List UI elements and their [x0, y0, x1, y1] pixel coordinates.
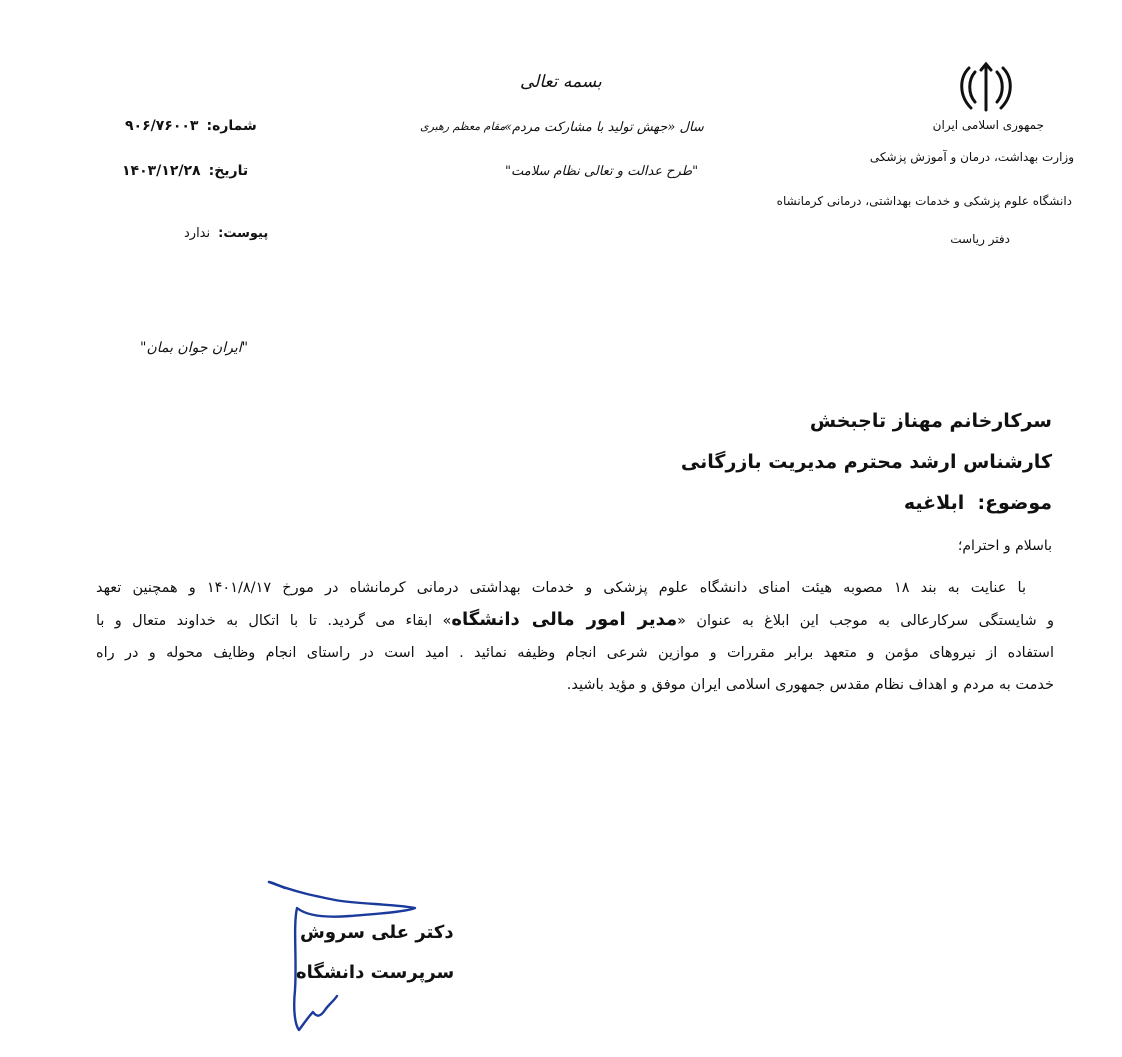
- org-ministry: وزارت بهداشت، درمان و آموزش پزشکی: [869, 150, 1074, 164]
- attachment-label: پیوست:: [218, 226, 269, 241]
- letter-date: [122, 163, 248, 179]
- body-line-3: استفاده از نیروهای مؤمن و متعهد برابر مقررات و موازین شرعی انجام وظیفه نمائید . امید است در راستای انجام وظایف محوله و در راه: [96, 645, 1054, 661]
- letter-attachment: [184, 226, 268, 241]
- subject-label: موضوع:: [977, 492, 1052, 514]
- addressee-title: کارشناس ارشد محترم مدیریت بازرگانی: [680, 451, 1052, 473]
- signer-name: دکتر علی سروش: [300, 922, 454, 943]
- health-slogan: "طرح عدالت و تعالی نظام سلامت": [505, 164, 699, 179]
- addressee-name: سرکارخانم مهناز تاجبخش: [809, 410, 1052, 432]
- body-line-2: [96, 604, 1054, 637]
- year-slogan-attribution: مقام معظم رهبری: [420, 120, 506, 133]
- side-slogan: "ایران جوان بمان": [140, 340, 249, 356]
- org-office: دفتر ریاست: [950, 232, 1010, 246]
- body-line-2b: » ابقاء می گردید. تا با اتکال به خداوند متعال و با: [96, 613, 452, 629]
- body-line-4: خدمت به مردم و اهداف نظام مقدس جمهوری اسلامی ایران موفق و مؤید باشید.: [566, 677, 1054, 693]
- handwritten-signature: [255, 870, 425, 1040]
- body-line-1: با عنایت به بند ۱۸ مصوبه هیئت امنای دانشگاه علوم پزشکی و خدمات بهداشتی درمانی کرمانشاه در مورخ ۱۴۰۱/۸/۱۷ و همچنین تعهد: [96, 580, 1026, 596]
- subject-value: ابلاغیه: [903, 492, 965, 514]
- subject: [904, 492, 1052, 514]
- number-value: ۹۰۶/۷۶۰۰۳: [125, 118, 199, 134]
- letter-number: [125, 118, 257, 134]
- date-value: ۱۴۰۳/۱۲/۲۸: [122, 163, 201, 179]
- invocation: بسمه تعالی: [520, 72, 602, 92]
- org-university: دانشگاه علوم پزشکی و خدمات بهداشتی، درمانی کرمانشاه: [776, 194, 1072, 208]
- iran-emblem-icon: [955, 60, 1017, 116]
- body-line-2a: و شایستگی سرکارعالی به موجب این ابلاغ به عنوان «: [677, 613, 1055, 629]
- greeting: باسلام و احترام؛: [957, 538, 1052, 554]
- signer-title: سرپرست دانشگاه: [296, 962, 455, 983]
- year-slogan: سال «جهش تولید با مشارکت مردم»: [504, 120, 704, 135]
- number-label: شماره:: [206, 118, 257, 134]
- position-title: مدیر امور مالی دانشگاه: [451, 609, 678, 630]
- letter-body: [96, 572, 1054, 701]
- attachment-value: ندارد: [184, 226, 211, 241]
- org-country: جمهوری اسلامی ایران: [932, 118, 1044, 132]
- date-label: تاریخ:: [208, 163, 249, 179]
